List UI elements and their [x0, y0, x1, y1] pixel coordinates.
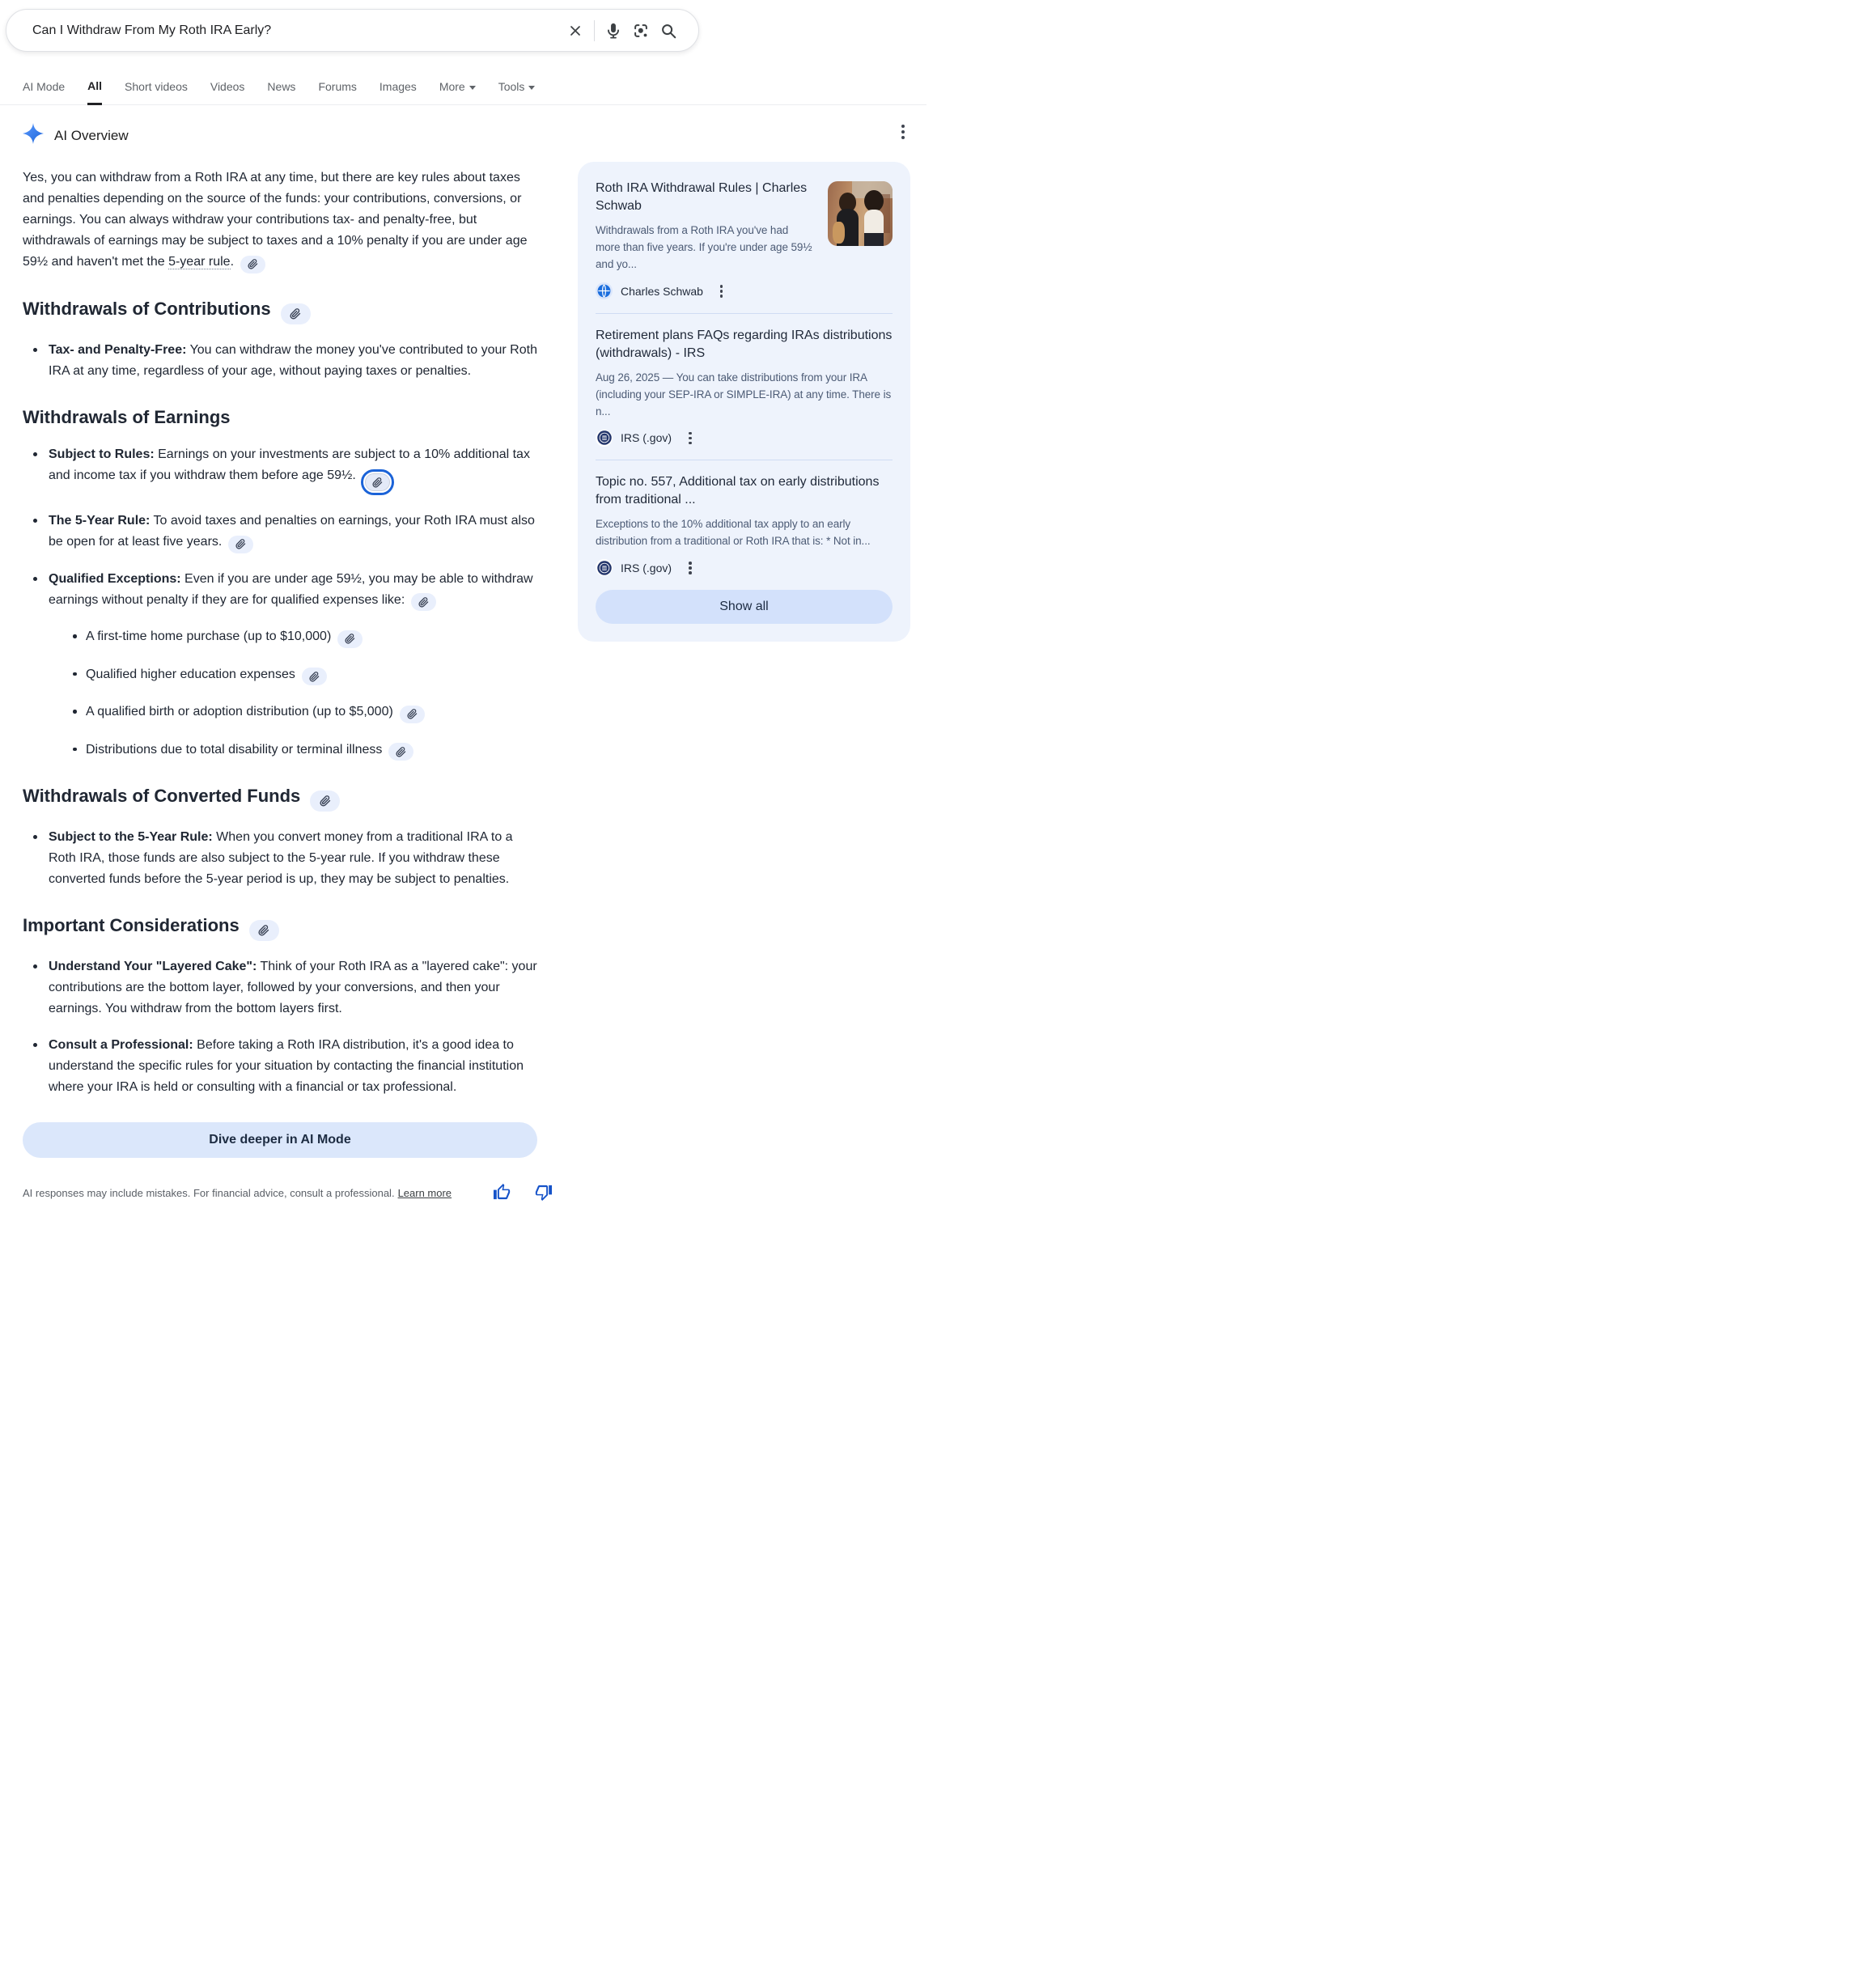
list-item: The 5-Year Rule: To avoid taxes and penalties on earnings, your Roth IRA must also be open for at least five years.	[49, 511, 537, 553]
source-more-options-button[interactable]	[686, 430, 694, 447]
sparkle-icon	[23, 123, 44, 148]
earnings-bullet-list	[23, 444, 537, 761]
source-card	[596, 473, 893, 577]
tab-ai-mode[interactable]: AI Mode	[23, 80, 66, 93]
search-query[interactable]: Can I Withdraw From My Roth IRA Early?	[32, 23, 272, 37]
source-link-chip[interactable]	[240, 256, 265, 273]
microphone-icon[interactable]	[600, 17, 627, 45]
list-item: Distributions due to total disability or terminal illness	[86, 740, 537, 761]
tab-all[interactable]: All	[87, 74, 102, 105]
ai-overview-panel	[23, 123, 537, 1202]
section-heading-important-considerations: Important Considerations	[23, 914, 537, 941]
source-link-chip[interactable]	[411, 593, 436, 611]
ai-overview-intro: Yes, you can withdraw from a Roth IRA at any time, but there are key rules about taxes and penalties depending on the source of the funds: your contributions, conversions, or earnings. You can always withdraw your contributions tax- and penalty-free, but withdrawals of earnings may be subject to taxes and a 10% penalty if you are under age 59½ and haven't met the 5-year rule.	[23, 167, 537, 273]
list-item: Qualified higher education expenses	[86, 664, 537, 686]
source-more-options-button[interactable]	[686, 559, 694, 577]
irs-favicon-icon	[596, 559, 613, 576]
section-heading-earnings: Withdrawals of Earnings	[23, 406, 231, 427]
source-snippet: Exceptions to the 10% additional tax apply to an early distribution from a traditional or Roth IRA that is: * Not in...	[596, 518, 871, 547]
chevron-down-icon	[528, 86, 535, 90]
lens-camera-icon[interactable]	[627, 17, 655, 45]
list-item: Understand Your "Layered Cake": Think of your Roth IRA as a "layered cake": your contributions are the bottom layer, followed by your conversions, and then your earnings. You withdraw from the bottom layers first.	[49, 956, 537, 1019]
globe-favicon-icon	[596, 282, 613, 299]
ai-overview-more-options-button[interactable]	[895, 123, 911, 141]
thumbs-down-icon[interactable]	[534, 1183, 553, 1202]
show-all-button[interactable]: Show all	[596, 590, 893, 624]
converted-funds-bullet-list	[23, 827, 537, 890]
section-heading-converted-funds: Withdrawals of Converted Funds	[23, 785, 537, 812]
source-card	[596, 327, 893, 447]
source-title[interactable]: Topic no. 557, Additional tax on early distributions from traditional ...	[596, 475, 880, 507]
chevron-down-icon	[469, 86, 476, 90]
source-title[interactable]: Roth IRA Withdrawal Rules | Charles Schwab	[596, 181, 808, 213]
thumbs-up-icon[interactable]	[493, 1183, 512, 1202]
source-title[interactable]: Retirement plans FAQs regarding IRAs distributions (withdrawals) - IRS	[596, 328, 893, 360]
source-row	[596, 430, 893, 447]
list-item: Qualified Exceptions: Even if you are under age 59½, you may be able to withdraw earnings without penalty if they are for qualified expenses like: A first-time home purchase (up to $10,000) Qualified higher education expenses A qualified birth or adoption distribution (up to $5,000) Distributions due to total disability or terminal illness	[49, 569, 537, 761]
tab-short-videos[interactable]: Short videos	[125, 80, 188, 93]
feedback-buttons	[493, 1183, 553, 1202]
source-snippet: Aug 26, 2025 — You can take distributions from your IRA (including your SEP-IRA or SIMPLE-IRA) at any time. There is n...	[596, 371, 892, 418]
ai-overview-footer	[23, 1183, 553, 1202]
source-card	[596, 180, 893, 300]
ai-overview-title: AI Overview	[54, 127, 129, 143]
list-item: Consult a Professional: Before taking a Roth IRA distribution, it's a good idea to understand the specific rules for your situation by contacting the financial institution where your IRA is held or consulting with a financial or tax professional.	[49, 1035, 537, 1098]
tab-images[interactable]: Images	[379, 80, 417, 93]
five-year-rule-term[interactable]: 5-year rule	[168, 255, 231, 269]
tab-more[interactable]: More	[439, 74, 476, 104]
section-heading-contributions: Withdrawals of Contributions	[23, 298, 537, 324]
result-filter-tabs	[0, 74, 926, 105]
search-icon[interactable]	[655, 17, 682, 45]
list-item: A qualified birth or adoption distribution (up to $5,000)	[86, 702, 537, 723]
clear-icon[interactable]	[562, 17, 589, 45]
source-thumbnail[interactable]	[828, 181, 893, 246]
list-item: Subject to the 5-Year Rule: When you convert money from a traditional IRA to a Roth IRA, those funds are also subject to the 5-year rule. If you withdraw these converted funds before the 5-year period is up, they may be subject to penalties.	[49, 827, 537, 890]
source-link-chip[interactable]	[337, 630, 363, 648]
tab-videos[interactable]: Videos	[210, 80, 245, 93]
irs-favicon-icon	[596, 430, 613, 447]
disclaimer-text: AI responses may include mistakes. For financial advice, consult a professional.	[23, 1186, 395, 1199]
source-link-chip[interactable]	[400, 706, 425, 723]
tab-tools[interactable]: Tools	[498, 74, 536, 104]
source-row	[596, 559, 893, 577]
source-link-chip[interactable]	[228, 536, 253, 553]
qualified-exceptions-sublist	[49, 626, 537, 761]
sources-panel	[578, 162, 910, 642]
tab-news[interactable]: News	[267, 80, 296, 93]
source-row	[596, 282, 893, 300]
source-link-chip[interactable]	[310, 791, 340, 812]
list-item: A first-time home purchase (up to $10,000)	[86, 626, 537, 648]
ai-overview-header	[23, 123, 537, 148]
tab-forums[interactable]: Forums	[318, 80, 357, 93]
source-name: IRS (.gov)	[621, 431, 672, 445]
list-item: Tax- and Penalty-Free: You can withdraw the money you've contributed to your Roth IRA at any time, regardless of your age, without paying taxes or penalties.	[49, 340, 537, 382]
source-link-chip-focused[interactable]	[361, 469, 394, 495]
source-link-chip[interactable]	[249, 920, 279, 941]
search-divider	[594, 20, 595, 41]
dive-deeper-button[interactable]: Dive deeper in AI Mode	[23, 1122, 537, 1158]
source-name: IRS (.gov)	[621, 561, 672, 574]
search-input[interactable]	[6, 9, 699, 52]
learn-more-link[interactable]: Learn more	[397, 1186, 452, 1199]
source-link-chip[interactable]	[302, 668, 327, 685]
considerations-bullet-list	[23, 956, 537, 1098]
source-name: Charles Schwab	[621, 284, 703, 298]
card-divider	[596, 313, 893, 314]
source-more-options-button[interactable]	[718, 282, 726, 300]
source-snippet: Withdrawals from a Roth IRA you've had more than five years. If you're under age 59½ and yo...	[596, 224, 812, 270]
search-bar-actions	[562, 17, 682, 45]
contributions-bullet-list	[23, 340, 537, 382]
source-link-chip[interactable]	[281, 303, 311, 324]
source-link-chip[interactable]	[388, 743, 413, 761]
list-item: Subject to Rules: Earnings on your investments are subject to a 10% additional tax and income tax if you withdraw them before age 59½.	[49, 444, 537, 496]
